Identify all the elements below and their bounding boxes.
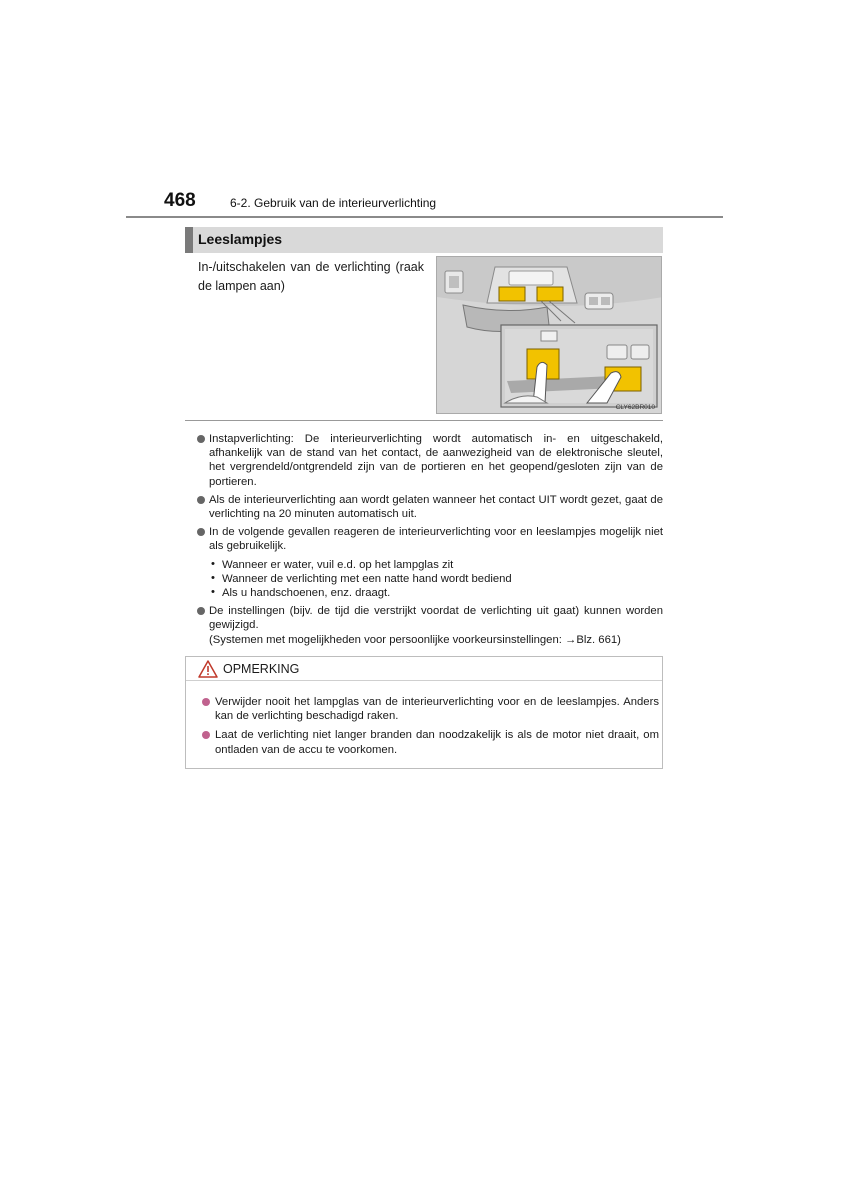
note-item bbox=[197, 432, 663, 489]
bullet-dot-icon bbox=[197, 607, 205, 615]
subsection-heading bbox=[185, 227, 663, 253]
note-sublist bbox=[209, 558, 663, 601]
figure-code: CLY62BR010 bbox=[615, 404, 655, 411]
notice-item-text: Verwijder nooit het lampglas van de interieurverlichting voor en de leeslampjes. Anders kan de verlichting beschadigd raken. bbox=[215, 696, 659, 723]
bullet-dot-icon bbox=[202, 698, 210, 706]
notice-item bbox=[201, 728, 659, 756]
overhead-console-illustration bbox=[437, 257, 662, 414]
subsection-title: Leeslampjes bbox=[198, 231, 283, 247]
notice-header bbox=[186, 657, 662, 681]
sublist-item-text: Wanneer er water, vuil e.d. op het lampglas zit bbox=[222, 558, 454, 571]
note-text: De instellingen (bijv. de tijd die verstrijkt voordat de verlichting uit gaat) kunnen worden gewijzigd. bbox=[209, 605, 663, 632]
figure-rule bbox=[185, 420, 663, 421]
bullet-dot-icon bbox=[197, 496, 205, 504]
reading-lights-figure bbox=[436, 256, 662, 414]
header-rule bbox=[126, 216, 723, 218]
sublist-item-text: Als u handschoenen, enz. draagt. bbox=[222, 587, 391, 600]
intro-text: In-/uitschakelen van de verlichting (raak de lampen aan) bbox=[198, 260, 424, 293]
notice-list bbox=[201, 695, 659, 762]
note-item bbox=[197, 604, 663, 647]
notice-item bbox=[201, 695, 659, 723]
sublist-item: • Wanneer de verlichting met een natte hand wordt bediend bbox=[211, 571, 512, 585]
note-item bbox=[197, 525, 663, 600]
page-number: 468 bbox=[164, 190, 196, 211]
note-text: Als de interieurverlichting aan wordt gelaten wanneer het contact UIT wordt gezet, gaat de verlichting na 20 minuten automatisch uit. bbox=[209, 493, 663, 521]
note-item bbox=[197, 493, 663, 521]
notice-box bbox=[185, 656, 663, 769]
section-title: 6-2. Gebruik van de interieurverlichting bbox=[230, 196, 437, 210]
notice-item-text: Laat de verlichting niet langer branden dan noodzakelijk is als de motor niet draait, om ontladen van de accu te voorkomen. bbox=[215, 729, 659, 756]
bullet-dot-icon bbox=[202, 731, 210, 739]
note-text: In de volgende gevallen reageren de interieurverlichting voor en leeslampjes mogelijk niet als gebruikelijk. bbox=[209, 526, 663, 553]
notes-list bbox=[197, 432, 663, 651]
note-text: Instapverlichting: De interieurverlichting wordt automatisch in- en uitgeschakeld, afhankelijk van de stand van het contact, de aanwezigheid van de elektronische sleutel, het vergrendeld/ontgrendeld zijn van de portieren en het geopend/gesloten zijn van de portieren. bbox=[209, 433, 663, 488]
note-cross-reference: (Systemen met mogelijkheden voor persoonlijke voorkeursinstellingen: →Blz. 661) bbox=[209, 633, 621, 646]
sublist-item: • Wanneer er water, vuil e.d. op het lampglas zit bbox=[211, 557, 454, 571]
sublist-item-text: Wanneer de verlichting met een natte hand wordt bediend bbox=[222, 572, 512, 585]
warning-triangle-icon bbox=[198, 660, 218, 683]
sublist-item: • Als u handschoenen, enz. draagt. bbox=[211, 586, 391, 600]
bullet-dot-icon bbox=[197, 435, 205, 443]
bullet-dot-icon bbox=[197, 528, 205, 536]
notice-title: OPMERKING bbox=[223, 662, 300, 676]
